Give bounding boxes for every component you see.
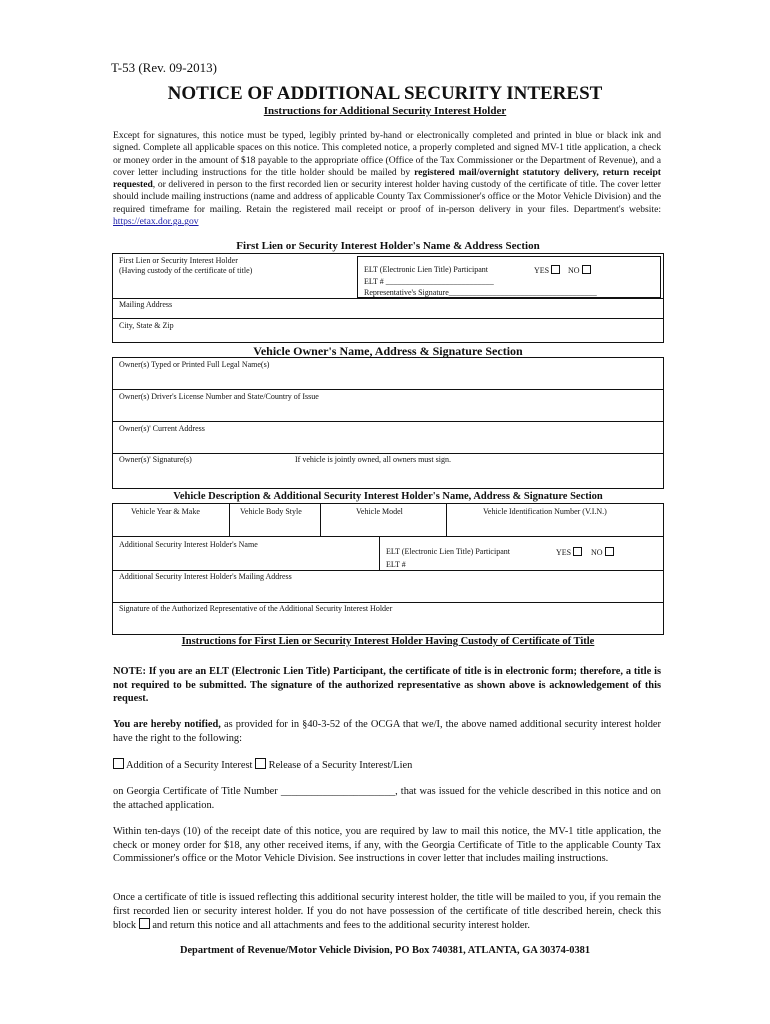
addition-label: Addition of a Security Interest [126, 760, 253, 771]
elt-no-2[interactable]: NO [591, 547, 614, 558]
holder-label: First Lien or Security Interest Holder (Having custody of the certificate of title) [119, 256, 253, 275]
elt-box [357, 256, 661, 298]
footer-address: Department of Revenue/Motor Vehicle Division, PO Box 740381, ATLANTA, GA 30374-0381 [179, 945, 591, 956]
additional-holder-mailing-field[interactable]: Additional Security Interest Holder's Mailing Address [119, 572, 292, 581]
owner-names-field[interactable]: Owner(s) Typed or Printed Full Legal Name(s) [119, 360, 270, 369]
elt-number-field-2[interactable]: ELT # [386, 560, 406, 569]
section1-box [112, 253, 664, 343]
col-vin[interactable]: Vehicle Identification Number (V.I.N.) [483, 507, 607, 516]
yes-checkbox[interactable] [551, 265, 560, 274]
owner-address-field[interactable]: Owner(s)' Current Address [119, 424, 205, 433]
jointly-owned-note: If vehicle is jointly owned, all owners must sign. [295, 455, 451, 464]
elt-no[interactable]: NO [568, 265, 591, 276]
form-number: T-53 (Rev. 09-2013) [111, 60, 217, 75]
city-state-zip-field[interactable]: City, State & Zip [119, 321, 174, 330]
no-checkbox[interactable] [582, 265, 591, 274]
owner-license-field[interactable]: Owner(s) Driver's License Number and State/Country of Issue [119, 392, 319, 401]
page-title: NOTICE OF ADDITIONAL SECURITY INTEREST [167, 83, 603, 104]
section2-heading: Vehicle Owner's Name, Address & Signature Section [253, 344, 523, 358]
intro-paragraph: Except for signatures, this notice must be typed, legibly printed by-hand or electronically completed and printed in blue or black ink and signed. Complete all applicable spaces on this notice. This completed notice, a properly completed and signed MV-1 title application, a check or money order in the amount of $18 payable to the appropriate office (Office of the Tax Commissioner or the Department of Revenue), and a cover letter including instructions for the title holder should be mailed by registered mail/overnight statutory delivery, return receipt requested, or delivered in person to the first recorded lien or security interest holder having custody of the certificate of title. The cover letter should include mailing instructions (name and address of applicable County Tax Commissioner's office or the Motor Vehicle Division) and the required timeframe for mailing. Retain the registered mail receipt or proof of in-person delivery in your files. Department's website: https://etax.dor.ga.gov [113, 130, 661, 228]
no-possession-checkbox[interactable] [139, 918, 150, 929]
elt-participant-label-2: ELT (Electronic Lien Title) Participant [386, 547, 510, 556]
instructions-heading: Instructions for First Lien or Security Interest Holder Having Custody of Certificate of Title [181, 636, 595, 647]
release-checkbox[interactable] [255, 758, 266, 769]
col-model[interactable]: Vehicle Model [356, 507, 403, 516]
addition-checkbox[interactable] [113, 758, 124, 769]
elt-yes[interactable]: YES [534, 265, 560, 276]
col-body-style[interactable]: Vehicle Body Style [240, 507, 302, 516]
page-subtitle: Instructions for Additional Security Interest Holder [263, 105, 507, 117]
notified-paragraph: You are hereby notified, as provided for in §40-3-52 of the OCGA that we/I, the above named additional security interest holder have the right to the following: [113, 719, 661, 744]
additional-holder-name-field[interactable]: Additional Security Interest Holder's Name [119, 540, 258, 549]
section2-box [112, 357, 664, 489]
elt-yes-2[interactable]: YES [556, 547, 582, 558]
no-checkbox-2[interactable] [605, 547, 614, 556]
elt-number-field[interactable]: ELT # ___________________________ [364, 277, 494, 286]
certificate-paragraph: on Georgia Certificate of Title Number ______________________, that was issued for the vehicle described in this notice and on the attached application. [113, 786, 661, 811]
yes-checkbox-2[interactable] [573, 547, 582, 556]
once-issued-paragraph: Once a certificate of title is issued reflecting this additional security interest holder, the title will be mailed to you, if you remain the first recorded lien or security interest holder. If you do not have possession of the certificate of title described herein, check this block and return this notice and all attachments and fees to the additional security interest holder. [113, 892, 661, 931]
mailing-address-field[interactable]: Mailing Address [119, 300, 173, 309]
authorized-rep-signature-field[interactable]: Signature of the Authorized Representative of the Additional Security Interest Holder [119, 604, 393, 613]
elt-participant-label: ELT (Electronic Lien Title) Participant [364, 265, 488, 274]
col-year-make[interactable]: Vehicle Year & Make [131, 507, 200, 516]
section3-heading: Vehicle Description & Additional Security Interest Holder's Name, Address & Signature Section [173, 491, 603, 502]
within-ten-days-paragraph: Within ten-days (10) of the receipt date of this notice, you are required by law to mail this notice, the MV-1 title application, the check or money order for $18, any other received items, if any, with the Georgia Certificate of Title to the applicable County Tax Commissioner's office or the Motor Vehicle Division. See instructions in cover letter that includes mailing instructions. [113, 826, 661, 864]
owner-signature-field[interactable]: Owner(s)' Signature(s) [119, 455, 192, 464]
release-label: Release of a Security Interest/Lien [268, 760, 413, 771]
rep-signature-field[interactable]: Representative's Signature_____________________________________ [364, 288, 597, 297]
elt-note: NOTE: If you are an ELT (Electronic Lien Title) Participant, the certificate of title is in electronic form; therefore, a title is not required to be submitted. The signature of the authorized representative as shown above is acknowledgement of this request. [113, 666, 661, 704]
website-link[interactable]: https://etax.dor.ga.gov [113, 216, 199, 228]
section3-box [112, 503, 664, 635]
action-options [113, 758, 661, 773]
section1-heading: First Lien or Security Interest Holder's Name & Address Section [236, 240, 540, 252]
